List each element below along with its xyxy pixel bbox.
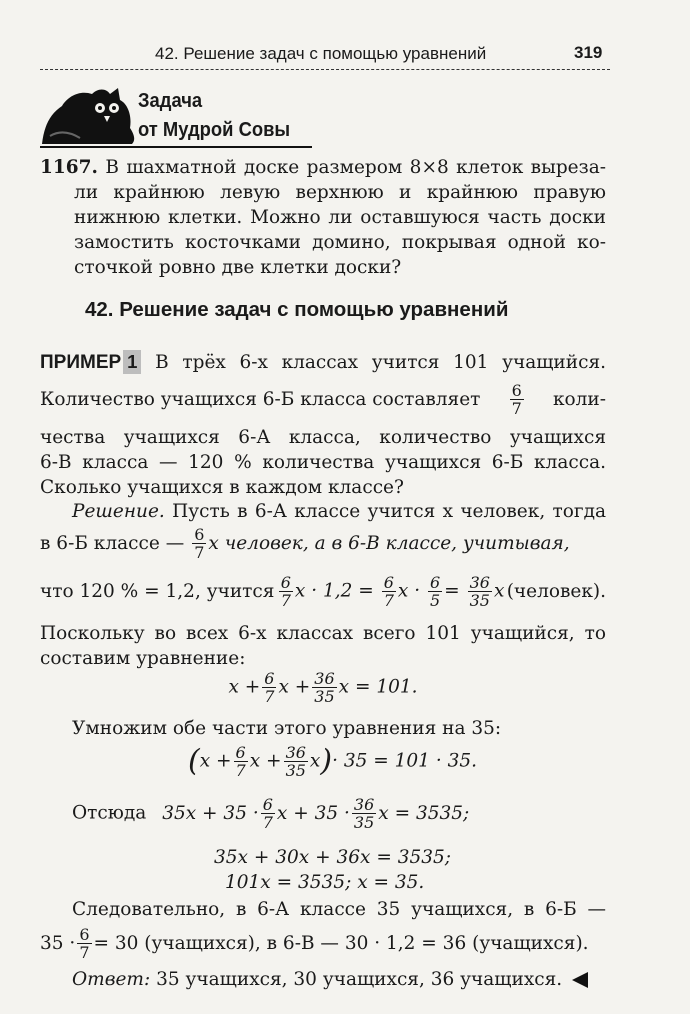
equation-1: x + $\frac{6}{7}$ x + $\frac{36}{35}$ x = 101. bbox=[228, 669, 418, 706]
owl-box-title-line1: Задача bbox=[138, 90, 203, 112]
solution-text-4: Поскольку во всех 6-х классах всего 101 учащийся, то bbox=[40, 623, 606, 644]
example-text-2b: коли- bbox=[552, 388, 606, 410]
solution-text-1: Пусть в 6-А классе учится x человек, тогда bbox=[172, 501, 606, 522]
answer-line bbox=[72, 968, 588, 992]
fraction-6-7: $\frac{6}{7}$ bbox=[511, 381, 522, 418]
solution-text-7: Умножим обе части этого уравнения на 35: bbox=[72, 718, 502, 739]
section-title: 42. Решение задач с помощью уравнений bbox=[85, 298, 509, 321]
example-line-1 bbox=[40, 350, 606, 375]
solution-text-3b: (человек). bbox=[506, 580, 606, 602]
running-header-title: 42. Решение задач с помощью уравнений bbox=[155, 44, 487, 63]
problem-line-1 bbox=[40, 156, 606, 180]
solution-line-9 bbox=[72, 796, 469, 831]
example-number-badge: 1 bbox=[123, 350, 141, 374]
solution-text-2a: в 6-Б классе — bbox=[40, 532, 185, 554]
owl-icon bbox=[40, 86, 136, 146]
problem-text-1: В шахматной доске размером 8×8 клеток выреза- bbox=[105, 157, 606, 178]
owl-box-title-line2: от Мудрой Совы bbox=[138, 119, 291, 141]
example-label: ПРИМЕР bbox=[40, 352, 122, 373]
solution-expression-3: $\frac{6}{7}$ x · 1,2 = $\frac{6}{7}$ x · $\frac{6}{5}$ = $\frac{36}{35}$ x bbox=[280, 573, 505, 610]
solution-expression-9: 35x + 35 · $\frac{6}{7}$ x + 35 · $\frac{36}{35}$ x = 3535; bbox=[162, 795, 470, 832]
solution-text-11: 101x = 3535; x = 35. bbox=[225, 872, 425, 893]
solution-label: Решение. bbox=[72, 501, 165, 522]
problem-text-4: замостить косточками домино, покрывая одной ко- bbox=[74, 232, 606, 253]
end-of-example-arrow-icon bbox=[572, 972, 588, 988]
solution-text-12: Следовательно, в 6-А классе 35 учащихся, в 6-Б — bbox=[72, 899, 606, 920]
solution-text-2b: x человек, а в 6-В классе, учитывая, bbox=[208, 532, 570, 554]
solution-text-5: составим уравнение: bbox=[40, 648, 246, 669]
equation-2: (x + $\frac{6}{7}$ x + $\frac{36}{35}$ x)· 35 = 101 · 35. bbox=[188, 743, 478, 780]
solution-text-13b: = 30 (учащихся), в 6-В — 30 · 1,2 = 36 (учащихся). bbox=[93, 932, 589, 954]
solution-text-10: 35x + 30x + 36x = 3535; bbox=[214, 847, 452, 868]
problem-text-2: ли крайнюю левую верхнюю и крайнюю правую bbox=[74, 182, 606, 203]
answer-text: 35 учащихся, 30 учащихся, 36 учащихся. bbox=[156, 969, 563, 990]
solution-line-1 bbox=[72, 500, 606, 524]
example-text-4: 6-В класса — 120 % количества учащихся 6-Б класса. bbox=[40, 452, 606, 473]
answer-label: Ответ: bbox=[72, 969, 151, 990]
example-text-1: В трёх 6-х классах учится 101 учащийся. bbox=[155, 352, 606, 373]
example-line-2 bbox=[40, 382, 606, 417]
fraction-6-7: $\frac{6}{7}$ bbox=[194, 525, 205, 562]
problem-text-5: сточкой ровно две клетки доски? bbox=[74, 257, 402, 278]
owl-box-rule bbox=[40, 146, 312, 148]
solution-line-13: 35 · $\frac{6}{7}$ = 30 (учащихся), в 6-В — 30 · 1,2 = 36 (учащихся). bbox=[40, 925, 589, 962]
example-text-2a: Количество учащихся 6-Б класса составляет bbox=[40, 388, 481, 410]
problem-text-3: нижнюю клетки. Можно ли оставшуюся часть доски bbox=[74, 207, 606, 228]
solution-line-2 bbox=[40, 526, 606, 561]
example-text-5: Сколько учащихся в каждом классе? bbox=[40, 477, 404, 498]
solution-text-9a: Отсюда bbox=[72, 802, 147, 824]
header-divider bbox=[40, 69, 610, 70]
solution-text-3a: что 120 % = 1,2, учится bbox=[40, 580, 275, 602]
page-number: 319 bbox=[574, 43, 603, 62]
problem-number: 1167. bbox=[40, 157, 98, 178]
solution-line-3 bbox=[40, 574, 606, 609]
example-text-3: чества учащихся 6-А класса, количество учащихся bbox=[40, 427, 606, 448]
